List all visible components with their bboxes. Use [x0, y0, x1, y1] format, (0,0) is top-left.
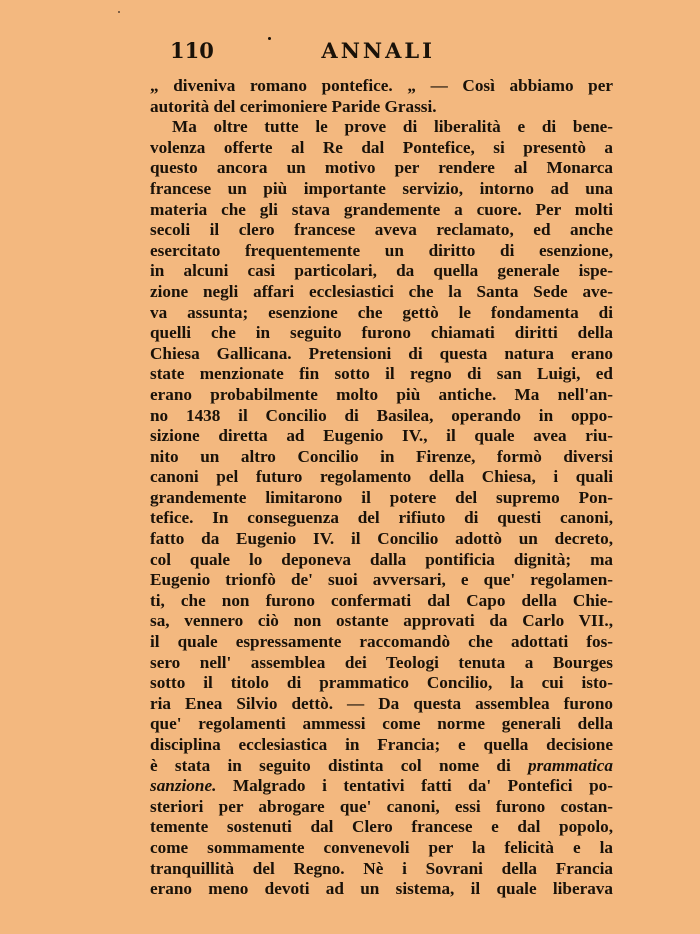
- text-line: materia che gli stava grandemente a cuore. Per molti: [150, 199, 613, 219]
- text-line: erano meno devoti ad un sistema, il quale liberava: [150, 879, 613, 899]
- page-number: 110: [170, 38, 214, 63]
- text-line: Eugenio trionfò de' suoi avversari, e que' regolamen-: [150, 570, 613, 590]
- running-title: ANNALI: [321, 38, 435, 63]
- italic-term: prammatica: [528, 755, 613, 775]
- page-header: [170, 38, 435, 68]
- text-line: zione negli affari ecclesiastici che la Santa Sede ave-: [150, 281, 613, 301]
- text-line: no 1438 il Concilio di Basilea, operando in oppo-: [150, 405, 613, 425]
- text-line: tefice. In conseguenza del rifiuto di questi canoni,: [150, 508, 613, 528]
- text-line: nito un altro Concilio in Firenze, formò diversi: [150, 446, 613, 466]
- ink-dot: [268, 37, 271, 40]
- text-line: disciplina ecclesiastica in Francia; e quella decisione: [150, 735, 613, 754]
- text-line: Chiesa Gallicana. Pretensioni di questa natura erano: [150, 343, 613, 363]
- text-line: [150, 756, 613, 777]
- text-line: francese un più importante servizio, intorno ad una: [150, 178, 613, 198]
- text-line: steriori per abrogare que' canoni, essi furono costan-: [150, 796, 613, 816]
- text-line: ria Enea Silvio dettò. — Da questa assemblea furono: [150, 693, 613, 713]
- paper-speck: [118, 11, 120, 13]
- text-line: esercitato frequentemente un diritto di esenzione,: [150, 240, 613, 260]
- text-line: sero nell' assemblea dei Teologi tenuta a Bourges: [150, 652, 613, 672]
- text-line: quelli che in seguito furono chiamati diritti della: [150, 323, 613, 343]
- text-line: col quale lo deponeva dalla pontificia dignità; ma: [150, 549, 613, 569]
- text-line: in alcuni casi particolari, da quella generale ispe-: [150, 261, 613, 281]
- text-line: ti, che non furono confermati dal Capo della Chie-: [150, 590, 613, 610]
- text-line: erano probabilmente molto più antiche. Ma nell'an-: [150, 384, 613, 404]
- body-text: [150, 76, 613, 900]
- text-line: [150, 776, 613, 797]
- text-line: temente sostenuti dal Clero francese e dal popolo,: [150, 817, 613, 837]
- text-line: come sommamente convenevoli per la felicità e la: [150, 837, 613, 857]
- text-fragment: è stata in seguito distinta col nome di: [150, 755, 511, 775]
- text-line: tranquillità del Regno. Nè i Sovrani della Francia: [150, 858, 613, 878]
- text-line: autorità del cerimoniere Paride Grassi.: [150, 96, 437, 116]
- text-line: canoni pel futuro regolamento della Chiesa, i quali: [150, 467, 613, 487]
- text-line: sizione diretta ad Eugenio IV., il quale avea riu-: [150, 426, 613, 446]
- text-line: volenza offerte al Re dal Pontefice, si presentò a: [150, 137, 613, 157]
- italic-term: sanzione.: [150, 776, 217, 796]
- text-line: sotto il titolo di prammatico Concilio, la cui isto-: [150, 673, 613, 693]
- text-line: que' regolamenti ammessi come norme generali della: [150, 714, 613, 734]
- text-line: questo ancora un motivo per rendere al Monarca: [150, 158, 613, 178]
- text-fragment: Malgrado i tentativi fatti da' Pontefici po-: [232, 776, 613, 796]
- text-line: il quale espressamente raccomandò che adottati fos-: [150, 632, 613, 652]
- text-line: fatto da Eugenio IV. il Concilio adottò un decreto,: [150, 529, 613, 549]
- text-line: grandemente limitarono il potere del supremo Pon-: [150, 487, 613, 507]
- text-line: state menzionate fin sotto il regno di san Luigi, ed: [150, 364, 613, 384]
- text-line: secoli il clero francese aveva reclamato, ed anche: [150, 220, 613, 240]
- text-line: sa, vennero ciò non ostante approvati da Carlo VII.,: [150, 611, 613, 631]
- text-line: Ma oltre tutte le prove di liberalità e di bene-: [172, 117, 613, 137]
- text-line: va assunta; esenzione che gettò le fondamenta di: [150, 302, 613, 322]
- text-line: „ diveniva romano pontefice. „ — Così abbiamo per: [150, 76, 613, 95]
